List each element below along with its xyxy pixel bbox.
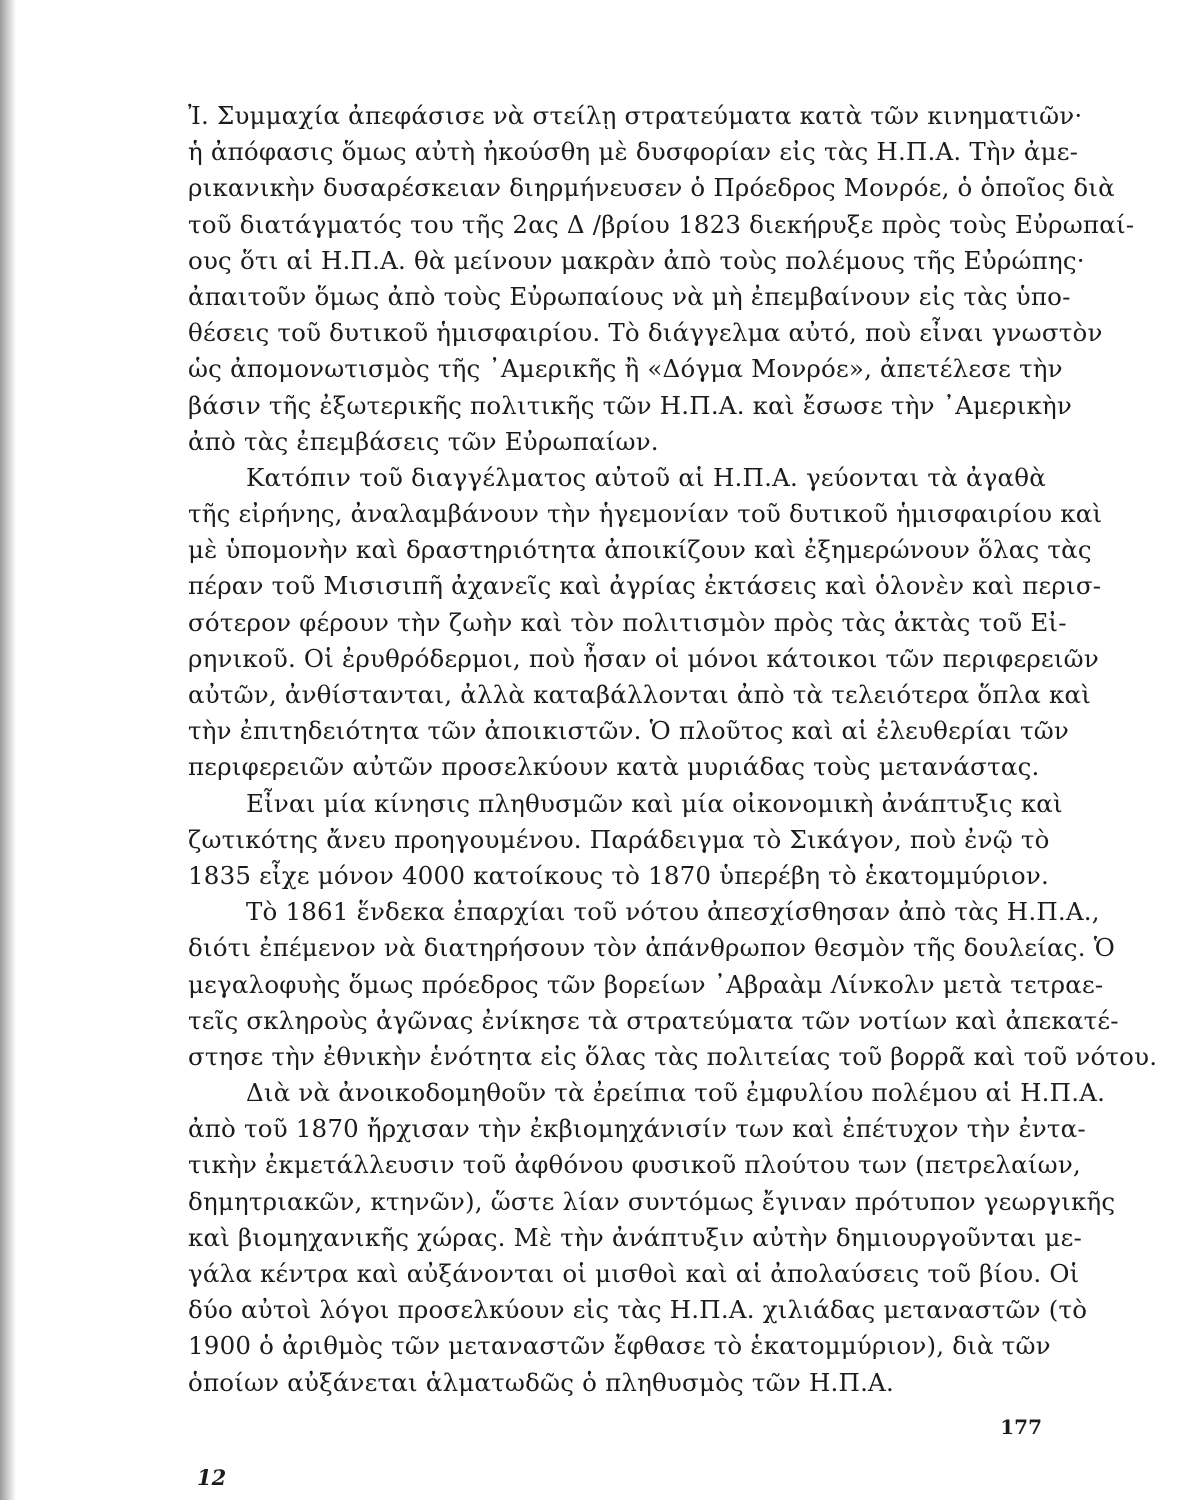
text-line: πέραν τοῦ Μισισιπῆ ἀχανεῖς καὶ ἀγρίας ἐκτάσεις καὶ ὁλονὲν καὶ περισ- bbox=[188, 571, 1102, 601]
text-line: μεγαλοφυὴς ὅμως πρόεδρος τῶν βορείων ᾿Αβραὰμ Λίνκολν μετὰ τετραε- bbox=[188, 969, 1104, 999]
text-line: Ἰ. Συμμαχία ἀπεφάσισε νὰ στείλῃ στρατεύματα κατὰ τῶν κινηματιῶν· bbox=[188, 101, 1083, 130]
signature-mark: 12 bbox=[197, 1465, 227, 1490]
text-line: αὐτῶν, ἀνθίστανται, ἀλλὰ καταβάλλονται ἀπὸ τὰ τελειότερα ὅπλα καὶ bbox=[188, 680, 1092, 709]
paragraph-first-line: Διὰ νὰ ἀνοικοδομηθοῦν τὰ ἐρείπια τοῦ ἐμφυλίου πολέμου αἱ Η.Π.Α. bbox=[246, 1078, 1106, 1108]
text-line: ἀπαιτοῦν ὅμως ἀπὸ τοὺς Εὐρωπαίους νὰ μὴ ἐπεμβαίνουν εἰς τὰς ὑπο- bbox=[188, 281, 1071, 311]
paragraph-first-line: Εἶναι μία κίνησις πληθυσμῶν καὶ μία οἰκονομικὴ ἀνάπτυξις καὶ bbox=[246, 788, 1063, 818]
text-line: τεῖς σκληροὺς ἀγῶνας ἐνίκησε τὰ στρατεύματα τῶν νοτίων καὶ ἀπεκατέ- bbox=[188, 1005, 1119, 1035]
text-line: τὴν ἐπιτηδειότητα τῶν ἀποικιστῶν. Ὁ πλοῦτος καὶ αἱ ἐλευθερίαι τῶν bbox=[188, 716, 1069, 746]
paragraph-first-line: Κατόπιν τοῦ διαγγέλματος αὐτοῦ αἱ Η.Π.Α. γεύονται τὰ ἀγαθὰ bbox=[246, 462, 1046, 492]
text-line: δημητριακῶν, κτηνῶν), ὥστε λίαν συντόμως ἔγιναν πρότυπον γεωργικῆς bbox=[188, 1186, 1116, 1216]
text-line: περιφερειῶν αὐτῶν προσελκύουν κατὰ μυριάδας τοὺς μετανάστας. bbox=[188, 752, 1040, 782]
text-line: ρηνικοῦ. Οἱ ἐρυθρόδερμοι, ποὺ ἦσαν οἱ μόνοι κάτοικοι τῶν περιφερειῶν bbox=[188, 643, 1099, 673]
page-body-text bbox=[188, 98, 1158, 1401]
text-line: θέσεις τοῦ δυτικοῦ ἡμισφαιρίου. Τὸ διάγγελμα αὐτό, ποὺ εἶναι γνωστὸν bbox=[188, 318, 1103, 348]
text-line: ἡ ἀπόφασις ὅμως αὐτὴ ἠκούσθη μὲ δυσφορίαν εἰς τὰς Η.Π.Α. Τὴν ἀμε- bbox=[188, 137, 1079, 167]
text-line: 1835 εἶχε μόνον 4000 κατοίκους τὸ 1870 ὑπερέβη τὸ ἑκατομμύριον. bbox=[188, 860, 1049, 890]
text-line: ζωτικότης ἄνευ προηγουμένου. Παράδειγμα τὸ Σικάγον, ποὺ ἐνῷ τὸ bbox=[188, 824, 1050, 854]
text-line: διότι ἐπέμενον νὰ διατηρήσουν τὸν ἀπάνθρωπον θεσμὸν τῆς δουλείας. Ὁ bbox=[188, 933, 1115, 963]
text-line: μὲ ὑπομονὴν καὶ δραστηριότητα ἀποικίζουν καὶ ἐξημερώνουν ὅλας τὰς bbox=[188, 535, 1092, 565]
text-line: ὡς ἀπομονωτισμὸς τῆς ᾿Αμερικῆς ἢ «Δόγμα Μονρόε», ἀπετέλεσε τὴν bbox=[188, 354, 1063, 384]
text-line: σότερον φέρουν τὴν ζωὴν καὶ τὸν πολιτισμὸν πρὸς τὰς ἀκτὰς τοῦ Εἰ- bbox=[188, 607, 1067, 637]
text-line: καὶ βιομηχανικῆς χώρας. Μὲ τὴν ἀνάπτυξιν αὐτὴν δημιουργοῦνται με- bbox=[188, 1222, 1083, 1252]
text-line: δύο αὐτοὶ λόγοι προσελκύουν εἰς τὰς Η.Π.Α. χιλιάδας μεταναστῶν (τὸ bbox=[188, 1295, 1088, 1325]
text-line: βάσιν τῆς ἐξωτερικῆς πολιτικῆς τῶν Η.Π.Α. καὶ ἔσωσε τὴν ᾿Αμερικὴν bbox=[188, 390, 1072, 420]
text-line: ὁποίων αὐξάνεται ἁλματωδῶς ὁ πληθυσμὸς τῶν Η.Π.Α. bbox=[188, 1367, 894, 1397]
text-line: τικὴν ἐκμετάλλευσιν τοῦ ἀφθόνου φυσικοῦ πλούτου των (πετρελαίων, bbox=[188, 1150, 1081, 1180]
text-line: ρικανικὴν δυσαρέσκειαν διηρμήνευσεν ὁ Πρόεδρος Μονρόε, ὁ ὁποῖος διὰ bbox=[188, 173, 1115, 203]
text-line: 1900 ὁ ἀριθμὸς τῶν μεταναστῶν ἔφθασε τὸ ἑκατομμύριον), διὰ τῶν bbox=[188, 1331, 1051, 1361]
text-line: ἀπὸ τὰς ἐπεμβάσεις τῶν Εὐρωπαίων. bbox=[188, 426, 659, 456]
text-line: ἀπὸ τοῦ 1870 ἤρχισαν τὴν ἐκβιομηχάνισίν των καὶ ἐπέτυχον τὴν ἐντα- bbox=[188, 1114, 1086, 1144]
text-line: τοῦ διατάγματός του τῆς 2ας Δ /βρίου 1823 διεκήρυξε πρὸς τοὺς Εὐρωπαί- bbox=[188, 209, 1135, 239]
paragraph-first-line: Τὸ 1861 ἕνδεκα ἐπαρχίαι τοῦ νότου ἀπεσχίσθησαν ἀπὸ τὰς Η.Π.Α., bbox=[246, 897, 1100, 927]
page-left-edge-shadow bbox=[0, 0, 16, 1500]
text-line: στησε τὴν ἐθνικὴν ἑνότητα εἰς ὅλας τὰς πολιτείας τοῦ βορρᾶ καὶ τοῦ νότου. bbox=[188, 1041, 1158, 1071]
text-line: ους ὅτι αἱ Η.Π.Α. θὰ μείνουν μακρὰν ἀπὸ τοὺς πολέμους τῆς Εὐρώπης· bbox=[188, 245, 1085, 275]
page-number: 177 bbox=[1000, 1415, 1042, 1439]
text-line: τῆς εἰρήνης, ἀναλαμβάνουν τὴν ἡγεμονίαν τοῦ δυτικοῦ ἡμισφαιρίου καὶ bbox=[188, 499, 1103, 529]
text-line: γάλα κέντρα καὶ αὐξάνονται οἱ μισθοὶ καὶ αἱ ἀπολαύσεις τοῦ βίου. Οἱ bbox=[188, 1259, 1080, 1288]
